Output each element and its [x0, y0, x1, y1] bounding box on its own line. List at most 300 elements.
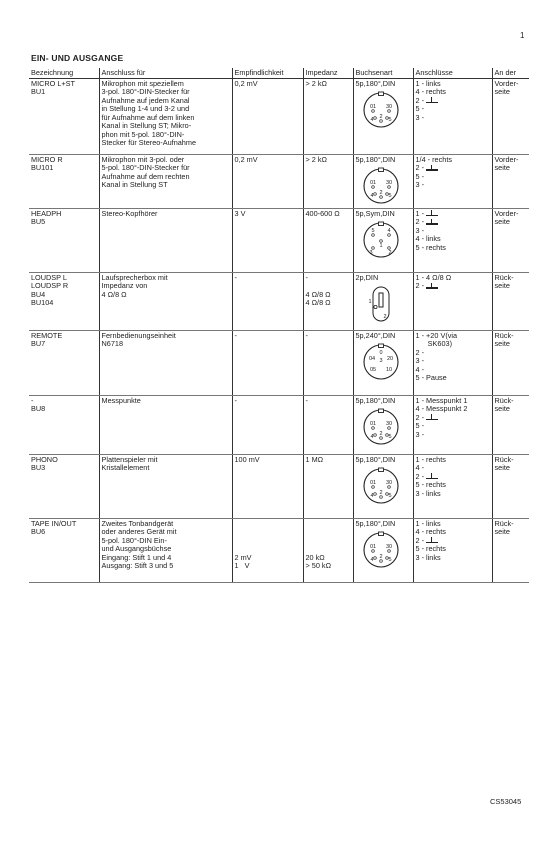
pin-assignment: [416, 218, 491, 227]
bezeichnung-line: BU1: [31, 87, 46, 96]
pin-label: 5: [387, 117, 392, 123]
impedanz-line: 20 kΩ: [305, 552, 325, 562]
cell-impedanz: [303, 154, 353, 208]
col-anschluesse: Anschlüsse: [413, 68, 492, 78]
pin-text: 2 -: [415, 163, 427, 172]
pin-label: 01: [369, 180, 376, 186]
cell-buchsenart: [353, 330, 413, 395]
blank-line: [235, 528, 302, 537]
anschluss-line: für Aufnahme auf dem linken: [101, 112, 195, 122]
anschluss-line: phon mit 5-pol. 180°-DIN-: [101, 129, 185, 139]
cell-empfindlichkeit: [232, 395, 303, 454]
table-row: [29, 330, 529, 395]
cell-empfindlichkeit: [232, 272, 303, 330]
pin-assignment: [416, 473, 491, 482]
socket-key: [378, 222, 383, 226]
seite-line: seite: [494, 87, 510, 96]
bezeichnung-line: BU5: [31, 217, 46, 226]
ground-icon: [426, 414, 438, 421]
pin-text: 4 - rechts: [415, 87, 446, 96]
buchse-label: 2p,DIN: [355, 272, 379, 282]
ground-icon: [426, 210, 438, 217]
pin-assignment: [416, 282, 491, 291]
socket-key: [378, 409, 383, 413]
pin-label: 3: [368, 250, 373, 256]
pin-label: 30: [385, 421, 392, 427]
anschluss-line: Laufsprecherbox mit: [101, 272, 168, 282]
pin-label: 2: [378, 490, 383, 496]
impedanz-line: > 2 kΩ: [305, 154, 327, 164]
bezeichnung-line: BU3: [31, 463, 46, 472]
pin-text: 2 -: [415, 471, 427, 481]
pin-assignment: [416, 210, 491, 219]
pin-assignment: [416, 105, 491, 114]
pin-label: 4: [369, 557, 374, 563]
pin-dot: [379, 496, 382, 499]
pin-dot: [373, 493, 376, 496]
cell-anschluesse: [413, 518, 492, 582]
cell-anschluesse: [413, 272, 492, 330]
pin-assignment: [416, 528, 491, 537]
table-row: [29, 272, 529, 330]
connector-din_2-icon: [361, 285, 401, 325]
pin-text: 4 - links: [415, 234, 441, 243]
pin-assignment: [416, 456, 491, 465]
pin-label: 05: [369, 367, 376, 373]
seite-line: seite: [494, 339, 510, 348]
round-pin: [373, 305, 376, 308]
pin-label: 0: [378, 350, 383, 356]
table-row: [29, 78, 529, 154]
pin-assignment: [416, 340, 491, 349]
cell-anschluss: [99, 454, 232, 518]
pin-text: 5 -: [415, 421, 425, 430]
pin-assignment: [416, 156, 491, 165]
pin-dot: [387, 110, 390, 113]
pin-dot: [379, 560, 382, 563]
cell-bezeichnung: [29, 454, 99, 518]
anschluss-line: 5-pol. 180°-DIN-Stecker für: [101, 163, 190, 172]
anschluss-line: Kanal in Stellung ST: [101, 180, 168, 189]
anschluss-line: in Stellung 1-4 und 3-2 und: [101, 104, 190, 113]
cell-empfindlichkeit: [232, 330, 303, 395]
anschluss-line: Kanal in Stellung ST; Mikro-: [101, 121, 192, 130]
pin-label: 5: [387, 434, 392, 440]
col-impedanz: Impedanz: [303, 68, 353, 78]
cell-an-der: [492, 272, 529, 330]
anschluss-line: 3-pol. 180°-DIN-Stecker für: [101, 87, 190, 96]
cell-empfindlichkeit: [232, 454, 303, 518]
cell-buchsenart: [353, 272, 413, 330]
pin-label: 2: [378, 431, 383, 437]
pin-text: 2 -: [415, 281, 427, 290]
pin-text: 5 -: [415, 104, 425, 113]
pin-dot: [379, 196, 382, 199]
document-code: CS53045: [490, 797, 522, 806]
bezeichnung-line: BU8: [31, 404, 46, 413]
socket-key: [378, 92, 383, 96]
buchse-label: 5p,240°,DIN: [355, 330, 396, 340]
pin-label: 4: [386, 228, 391, 234]
seite-line: Vorder-: [494, 154, 519, 164]
cell-impedanz: [303, 208, 353, 272]
impedanz-line: -: [305, 330, 308, 340]
pin-label: 04: [368, 356, 375, 362]
col-anschluss: Anschluss für: [99, 68, 232, 78]
pin-dot: [371, 486, 374, 489]
seite-line: Rück-: [494, 518, 514, 528]
buchse-label: 5p,Sym,DIN: [355, 208, 395, 218]
table-row: [29, 454, 529, 518]
seite-line: seite: [494, 527, 510, 536]
cell-impedanz: [303, 272, 353, 330]
pin-dot: [387, 486, 390, 489]
cell-anschluss: [99, 330, 232, 395]
cell-an-der: [492, 518, 529, 582]
seite-line: Vorder-: [494, 208, 519, 218]
anschluss-line: 4 Ω/8 Ω: [101, 289, 127, 299]
seite-line: Vorder-: [494, 78, 519, 88]
pin-assignment: [416, 274, 491, 283]
buchse-label: 5p,180°,DIN: [355, 454, 396, 464]
pin-label: 1: [378, 243, 383, 249]
ground-icon: [426, 219, 438, 226]
pin-assignment: [416, 181, 491, 190]
impedanz-line: -: [305, 272, 308, 282]
cell-bezeichnung: [29, 395, 99, 454]
pin-text: 3 -: [415, 356, 425, 365]
empf-line: 0,2 mV: [234, 154, 258, 164]
pin-dot: [373, 434, 376, 437]
cell-anschluss: [99, 208, 232, 272]
cell-buchsenart: [353, 154, 413, 208]
cell-anschluesse: [413, 78, 492, 154]
cell-an-der: [492, 454, 529, 518]
pin-text: SK603): [415, 339, 453, 348]
pin-text: 3 - links: [415, 552, 441, 562]
seite-line: seite: [494, 463, 510, 472]
cell-anschluss: [99, 154, 232, 208]
bezeichnung-line: MICRO R: [31, 154, 63, 164]
pin-text: 1/4 - rechts: [415, 154, 452, 164]
socket-outline: [364, 533, 398, 567]
col-buchsenart: Buchsenart: [353, 68, 413, 78]
pin-label: 30: [385, 480, 392, 486]
pin-dot: [371, 186, 374, 189]
pin-label: 01: [369, 104, 376, 110]
connections-table: [29, 68, 529, 583]
bezeichnung-line: MICRO L+ST: [31, 78, 75, 88]
pin-assignment: [416, 414, 491, 423]
pin-dot: [387, 234, 390, 237]
bezeichnung-line: -: [31, 395, 34, 405]
cell-impedanz: [303, 78, 353, 154]
bezeichnung-line: REMOTE: [31, 330, 63, 340]
cell-bezeichnung: [29, 154, 99, 208]
pin-text: 1 - 4 Ω/8 Ω: [415, 272, 452, 282]
anschluss-line: Impedanz von: [101, 281, 148, 290]
cell-empfindlichkeit: [232, 78, 303, 154]
pin-label: 30: [385, 180, 392, 186]
connector-din180_5-icon: [361, 408, 401, 448]
cell-anschluesse: [413, 154, 492, 208]
pin-text: 2 -: [415, 412, 427, 422]
cell-bezeichnung: [29, 208, 99, 272]
pin-dot: [379, 437, 382, 440]
impedanz-line: 4 Ω/8 Ω: [305, 289, 331, 299]
blank-line: [306, 537, 352, 546]
cell-anschluesse: [413, 454, 492, 518]
seite-line: Rück-: [494, 330, 514, 340]
anschluss-line: Eingang: Stift 1 und 4: [101, 552, 172, 562]
pin-assignment: [416, 464, 491, 473]
pin-label: 5: [387, 557, 392, 563]
blank-line: [235, 537, 302, 546]
cell-bezeichnung: [29, 78, 99, 154]
pin-text: 2 -: [415, 535, 427, 545]
pin-assignment: [416, 349, 491, 358]
impedanz-line: 4 Ω/8 Ω: [305, 298, 331, 307]
pin-dot: [373, 193, 376, 196]
connector-sym_5-icon: [361, 221, 401, 261]
connector-din240_5-icon: [361, 343, 401, 383]
socket-outline: [373, 287, 389, 321]
bezeichnung-line: BU7: [31, 339, 46, 348]
col-bezeichnung: Bezeichnung: [29, 68, 99, 78]
cell-bezeichnung: [29, 330, 99, 395]
pin-text: 1 -: [415, 208, 427, 218]
blank-line: [306, 528, 352, 537]
col-empfindlichkeit: Empfindlichkeit: [232, 68, 303, 78]
anschluss-line: Stecker für Stereo-Aufnahme: [101, 138, 196, 147]
impedanz-line: > 50 kΩ: [305, 561, 332, 570]
pin-text: 5 -: [415, 171, 425, 181]
pin-assignment: [416, 114, 491, 123]
anschluss-line: Messpunkte: [101, 395, 141, 405]
pin-assignment: [416, 490, 491, 499]
anschluss-line: Ausgang: Stift 3 und 5: [101, 561, 174, 570]
pin-text: 5 - rechts: [415, 480, 446, 489]
cell-anschluesse: [413, 208, 492, 272]
pin-assignment: [416, 97, 491, 106]
pin-dot: [371, 427, 374, 430]
empf-line: -: [234, 395, 237, 405]
ground-icon: [426, 283, 438, 290]
pin-text: 3 -: [415, 112, 425, 122]
cell-buchsenart: [353, 518, 413, 582]
pin-assignment: [416, 357, 491, 366]
blank-line: [235, 520, 302, 529]
pin-text: 3 - links: [415, 488, 441, 498]
cell-buchsenart: [353, 78, 413, 154]
pin-assignment: [416, 244, 491, 253]
ground-icon: [426, 473, 438, 480]
anschluss-line: Mikrophon mit 3-pol. oder: [101, 154, 185, 164]
empf-line: 1 V: [234, 561, 250, 570]
seite-line: seite: [494, 281, 510, 290]
table-header: [29, 68, 529, 78]
pin-text: 2 -: [415, 217, 427, 226]
empf-line: 2 mV: [234, 552, 252, 562]
pin-text: 5 - Pause: [415, 373, 447, 382]
anschluss-line: Kristallelement: [101, 463, 150, 472]
cell-bezeichnung: [29, 272, 99, 330]
cell-an-der: [492, 395, 529, 454]
cell-an-der: [492, 330, 529, 395]
cell-anschluesse: [413, 330, 492, 395]
pin-text: 1 - rechts: [415, 454, 446, 464]
table-row: [29, 208, 529, 272]
cell-an-der: [492, 154, 529, 208]
cell-anschluesse: [413, 395, 492, 454]
cell-buchsenart: [353, 454, 413, 518]
pin-assignment: [416, 88, 491, 97]
pin-assignment: [416, 405, 491, 414]
cell-anschluss: [99, 395, 232, 454]
pin-text: 1 - links: [415, 518, 441, 528]
cell-impedanz: [303, 395, 353, 454]
seite-line: Rück-: [494, 395, 514, 405]
cell-empfindlichkeit: [232, 208, 303, 272]
seite-line: seite: [494, 163, 510, 172]
seite-line: seite: [494, 404, 510, 413]
bezeichnung-line: LOUDSP L: [31, 272, 67, 282]
pin-text: 1 - Messpunkt 1: [415, 395, 468, 405]
cell-empfindlichkeit: [232, 154, 303, 208]
buchse-label: 5p,180°,DIN: [355, 78, 396, 88]
impedanz-line: > 2 kΩ: [305, 78, 327, 88]
cell-anschluss: [99, 272, 232, 330]
cell-bezeichnung: [29, 518, 99, 582]
socket-outline: [364, 410, 398, 444]
flat-pin: [379, 293, 383, 307]
socket-outline: [364, 469, 398, 503]
ground-icon: [426, 537, 438, 544]
cell-buchsenart: [353, 395, 413, 454]
bezeichnung-line: HEADPH: [31, 208, 62, 218]
socket-key: [378, 344, 383, 348]
empf-line: 100 mV: [234, 454, 260, 464]
pin-label: 4: [369, 493, 374, 499]
cell-an-der: [492, 78, 529, 154]
pin-text: 2 -: [415, 347, 425, 357]
bezeichnung-line: BU104: [31, 298, 54, 307]
pin-text: 5 - rechts: [415, 544, 446, 553]
anschluss-line: Aufnahme auf dem rechten: [101, 171, 190, 181]
pin-text: 1 - +20 V(via: [415, 330, 458, 340]
pin-text: 1 - links: [415, 78, 441, 88]
page-title: EIN- UND AUSGANGE: [31, 53, 124, 63]
pin-text: 3 -: [415, 429, 425, 439]
empf-line: 3 V: [234, 208, 246, 218]
pin-label: 01: [369, 480, 376, 486]
pin-label: 30: [385, 544, 392, 550]
cell-buchsenart: [353, 208, 413, 272]
cell-impedanz: [303, 518, 353, 582]
seite-line: Rück-: [494, 454, 514, 464]
pin-text: 4 -: [415, 364, 425, 374]
pin-label: 5: [387, 493, 392, 499]
pin-dot: [373, 557, 376, 560]
pin-dot: [387, 247, 390, 250]
pin-assignment: [416, 164, 491, 173]
cell-impedanz: [303, 454, 353, 518]
pin-dot: [371, 550, 374, 553]
pin-label: 2: [378, 114, 383, 120]
pin-label: 5: [370, 228, 375, 234]
pin-label: 4: [369, 117, 374, 123]
pin-label: 5: [387, 193, 392, 199]
anschluss-line: Fernbedienungseinheit: [101, 330, 176, 340]
pin-text: 3 -: [415, 180, 425, 189]
cell-anschluss: [99, 78, 232, 154]
pin-label: 01: [369, 544, 376, 550]
table-row: [29, 395, 529, 454]
pin-label: 3: [378, 358, 383, 364]
pin-label: 2: [387, 250, 392, 256]
pin-dot: [387, 427, 390, 430]
pin-text: 5 - rechts: [415, 242, 446, 252]
pin-label: 1: [367, 299, 372, 305]
buchse-label: 5p,180°,DIN: [355, 395, 396, 405]
impedanz-line: 400-600 Ω: [305, 208, 340, 218]
ground-icon: [426, 165, 438, 172]
socket-key: [378, 168, 383, 172]
pin-dot: [371, 234, 374, 237]
anschluss-line: oder anderes Gerät mit: [101, 527, 177, 536]
pin-assignment: [416, 554, 491, 563]
anschluss-line: Mikrophon mit speziellem: [101, 78, 184, 88]
pin-label: 4: [369, 434, 374, 440]
pin-label: 10: [385, 367, 392, 373]
anschluss-line: Aufnahme auf jedem Kanal: [101, 95, 190, 105]
connector-din180_5-icon: [361, 91, 401, 131]
cell-empfindlichkeit: [232, 518, 303, 582]
pin-text: 2 -: [415, 95, 427, 105]
pin-dot: [387, 550, 390, 553]
pin-text: 3 -: [415, 225, 425, 235]
page-number: 1: [520, 31, 525, 40]
impedanz-line: -: [305, 395, 308, 405]
socket-outline: [364, 169, 398, 203]
pin-label: 2: [378, 190, 383, 196]
pin-assignment: [416, 173, 491, 182]
empf-line: -: [234, 330, 237, 340]
seite-line: seite: [494, 217, 510, 226]
pin-label: 4: [369, 193, 374, 199]
bezeichnung-line: TAPE IN/OUT: [31, 518, 77, 528]
bezeichnung-line: BU6: [31, 527, 46, 536]
seite-line: Rück-: [494, 272, 514, 282]
bezeichnung-line: LOUDSP R: [31, 281, 69, 290]
buchse-label: 5p,180°,DIN: [355, 518, 396, 528]
col-an-der: An der: [492, 68, 529, 78]
ground-icon: [426, 97, 438, 104]
pin-text: 4 - Messpunkt 2: [415, 404, 468, 413]
anschluss-line: und Ausgangsbüchse: [101, 544, 172, 553]
blank-line: [306, 520, 352, 529]
anschluss-line: Zweites Tonbandgerät: [101, 518, 174, 528]
pin-text: 4 -: [415, 463, 425, 472]
table-row: [29, 518, 529, 582]
anschluss-line: 5-pol. 180°-DIN Ein-: [101, 535, 167, 545]
pin-dot: [373, 117, 376, 120]
pin-dot: [371, 247, 374, 250]
connector-din180_5-icon: [361, 531, 401, 571]
pin-label: 20: [386, 356, 393, 362]
anschluss-line: N6718: [101, 339, 124, 348]
empf-line: 0,2 mV: [234, 78, 258, 88]
